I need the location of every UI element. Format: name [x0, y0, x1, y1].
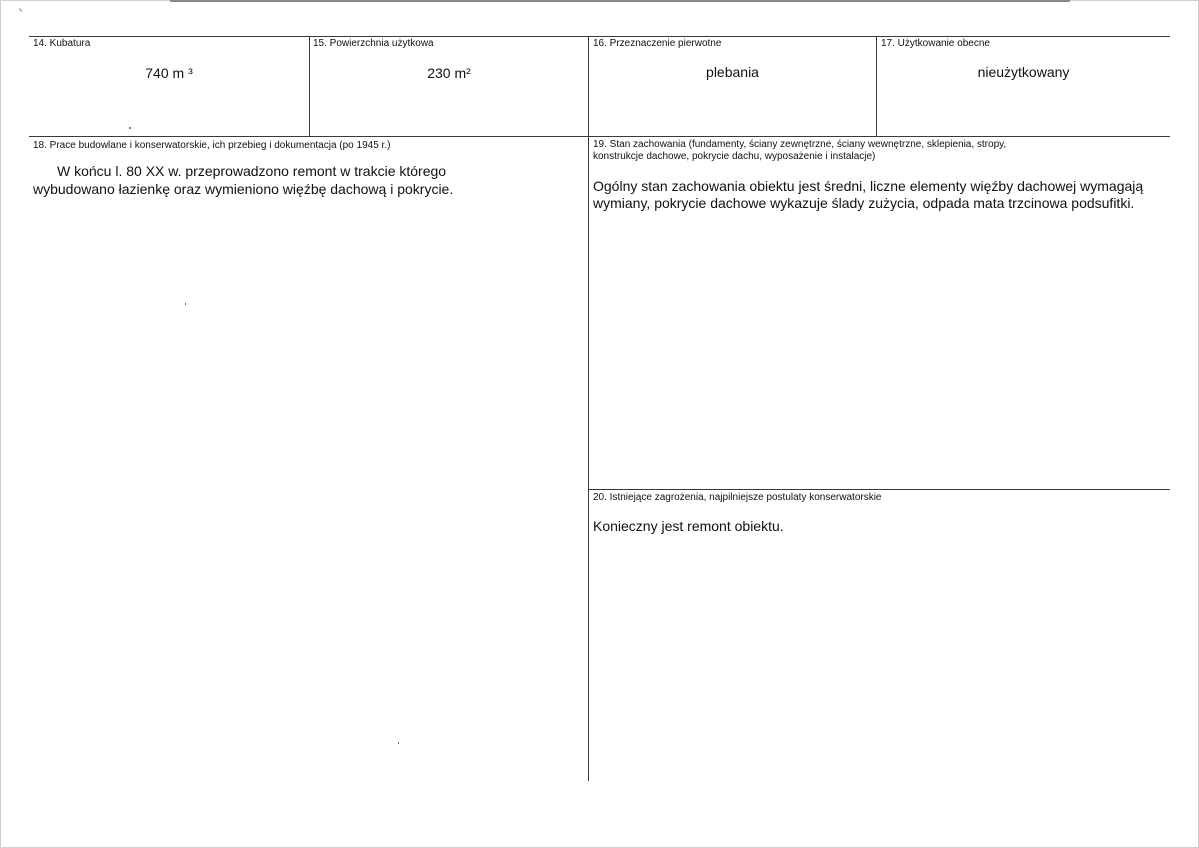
row2-top-line — [29, 136, 1170, 137]
field20-label: 20. Istniejące zagrożenia, najpilniejsze postulaty konserwatorskie — [593, 492, 882, 503]
scan-speck — [398, 742, 399, 744]
row1-top-line — [29, 36, 1170, 37]
field16-label: 16. Przeznaczenie pierwotne — [593, 38, 722, 49]
field15-value: 230 m² — [427, 65, 471, 81]
field19-text: Ogólny stan zachowania obiektu jest średni, liczne elementy więźby dachowej wymagają wymiany, pokrycie dachowe wykazuje ślady zużycia, odpada mata trzcinowa podsufitki. — [593, 178, 1144, 211]
field14-label: 14. Kubatura — [33, 38, 91, 49]
field19-label-line2: konstrukcje dachowe, pokrycie dachu, wyposażenie i instalacje) — [593, 151, 876, 162]
scan-speck — [185, 303, 186, 305]
field17-label: 17. Użytkowanie obecne — [881, 38, 990, 49]
field15-label: 15. Powierzchnia użytkowa — [313, 38, 434, 49]
scan-top-edge — [170, 0, 1070, 2]
col-divider-14-15 — [309, 36, 310, 136]
col-divider-main — [588, 36, 589, 781]
field20-text: Konieczny jest remont obiektu. — [593, 518, 784, 534]
field18-label: 18. Prace budowlane i konserwatorskie, ich przebieg i dokumentacja (po 1945 r.) — [33, 140, 391, 151]
field18-text-line1: W końcu l. 80 XX w. przeprowadzono remont w trakcie którego — [57, 163, 447, 179]
scan-speck — [129, 127, 131, 129]
field18-text-line2: wybudowano łazienkę oraz wymieniono więźbę dachową i pokrycie. — [33, 181, 454, 197]
field19-label-line1: 19. Stan zachowania (fundamenty, ściany zewnętrzne, ściany wewnętrzne, sklepienia, stropy, — [593, 139, 1007, 150]
field20-top-line — [588, 489, 1170, 490]
field14-value: 740 m ³ — [145, 65, 193, 81]
field16-value: plebania — [706, 64, 759, 80]
field17-value: nieużytkowany — [977, 64, 1070, 80]
col-divider-16-17 — [876, 36, 877, 136]
